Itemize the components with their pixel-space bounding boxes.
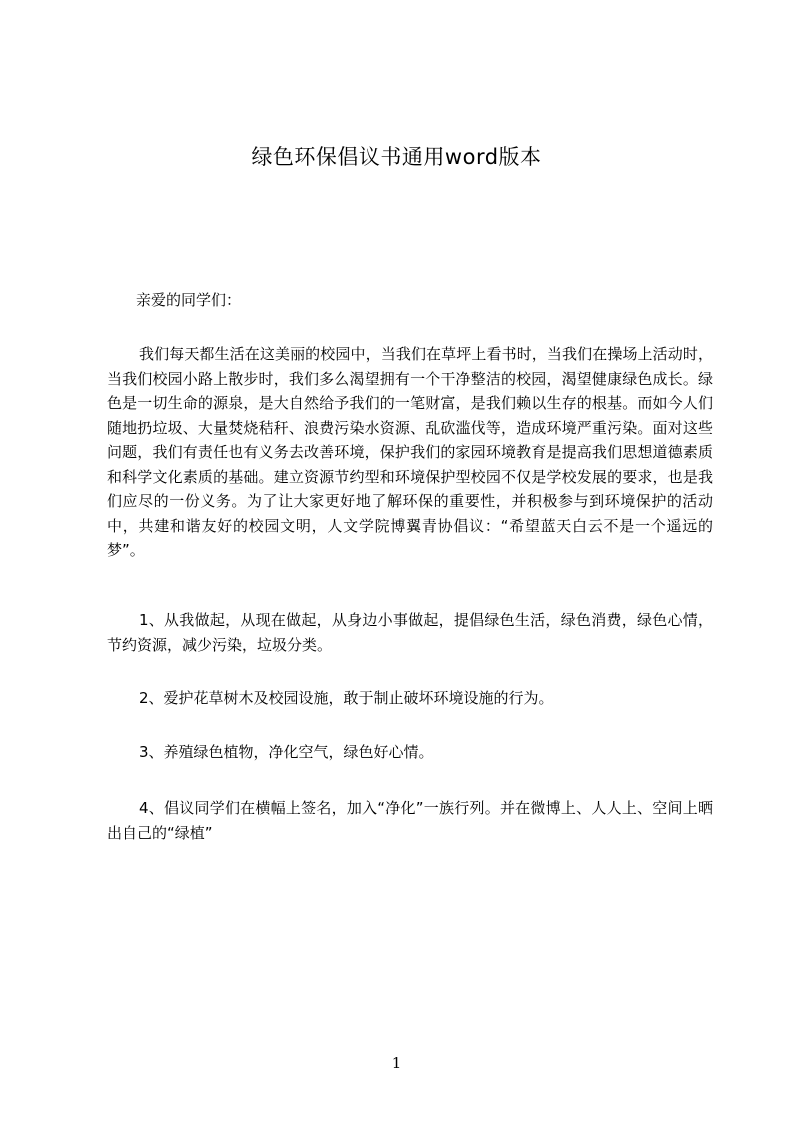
- document-title: 绿色环保倡议书通用word版本: [251, 145, 542, 169]
- page-number: 1: [391, 1054, 402, 1072]
- intro-paragraph: 我们每天都生活在这美丽的校园中，当我们在草坪上看书时，当我们在操场上活动时，当我们校园小路上散步时，我们多么渴望拥有一个干净整洁的校园，渴望健康绿色成长。绿色是一切生命的源泉，是大自然给予我们的一笔财富，是我们赖以生存的根基。而如今人们随地扔垃圾、大量焚烧秸秆、浪费污染水资源、乱砍滥伐等，造成环境严重污染。面对这些问题，我们有责任也有义务去改善环境，保护我们的家园环境教育是提高我们思想道德素质和科学文化素质的基础。建立资源节约型和环境保护型校园不仅是学校发展的要求，也是我们应尽的一份义务。为了让大家更好地了解环保的重要性，并积极参与到环境保护的活动中，共建和谐友好的校园文明，人文学院博翼青协倡议：“希望蓝天白云不是一个遥远的梦”。: [107, 345, 713, 559]
- proposal-item-4: 4、倡议同学们在横幅上签名，加入“净化”一族行列。并在微博上、人人上、空间上晒出自己的“绿植”: [107, 799, 713, 842]
- proposal-item-1: 1、从我做起，从现在做起，从身边小事做起，提倡绿色生活，绿色消费，绿色心情，节约资源，减少污染，垃圾分类。: [107, 611, 713, 654]
- greeting-line: 亲爱的同学们：: [136, 291, 242, 309]
- proposal-item-2: 2、爱护花草树木及校园设施，敢于制止破坏环境设施的行为。: [139, 689, 554, 707]
- proposal-item-3: 3、养殖绿色植物，净化空气，绿色好心情。: [139, 743, 434, 761]
